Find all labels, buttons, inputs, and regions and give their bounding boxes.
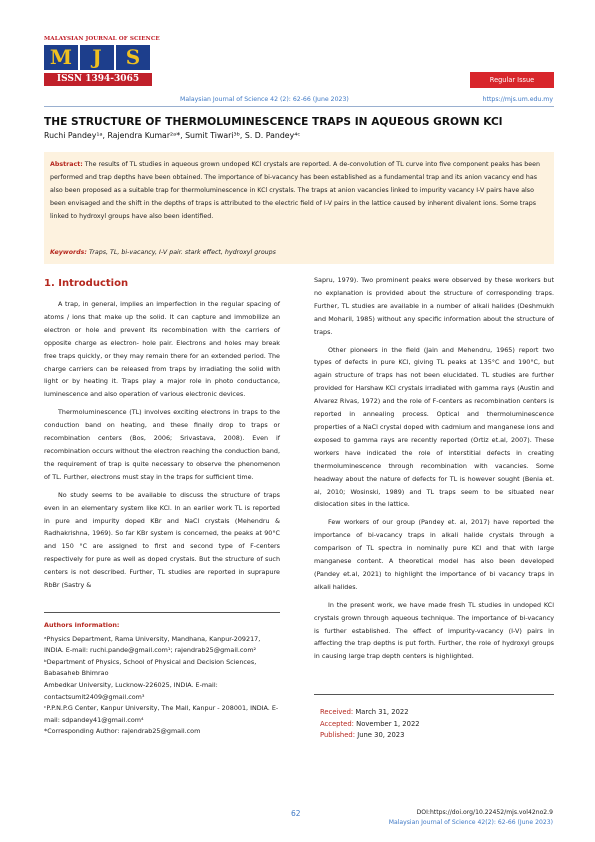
author-list: Ruchi Pandey¹ᵃ, Rajendra Kumar²ᵃ*, Sumit Tiwari³ᵇ, S. D. Pandey⁴ᶜ: [44, 131, 301, 140]
section-heading-introduction: 1. Introduction: [44, 278, 129, 289]
corresponding-author-line: *Corresponding Author: rajendrab25@gmail.com: [44, 727, 201, 736]
abstract-paragraph: [50, 158, 548, 223]
logo-top-text: MALAYSIAN JOURNAL OF SCIENCE: [44, 36, 160, 42]
right-text-column: [314, 274, 554, 668]
abstract-box: [44, 152, 554, 264]
body-paragraph: A trap, in general, implies an imperfection in the regular spacing of atoms / ions that make up the solid. It can capture and immobilize an electron or hole and prevent its recombination with the carriers of opposite charge as electron- hole pair. Electrons and holes may break free traps quickly, or they may remain there for an extended period. The charge carriers can be released from traps by irradiating the solid with light or by heating it. Traps play a major role in photo conductance, luminescence and also operation of various electronic devices.: [44, 300, 280, 399]
received-date: March 31, 2022: [355, 708, 409, 716]
accepted-date: November 1, 2022: [356, 719, 420, 728]
footer-journal-citation: Malaysian Journal of Science 42(2): 62-66 (June 2023): [388, 819, 553, 826]
body-paragraph: Other pioneers in the field (Jain and Mehendru, 1965) report two types of defects in pure KCl, giving TL peaks at 135°C and 190°C, but again structure of traps has not been elucidated. TL studies are further provided for Harshaw KCl crystals irradiated with gamma rays (Austin and Alvarez Rivas, 1972) and the role of F-centers as recombination centers is reported in annealing process. Optical and thermoluminescence properties of a NaCl crystal doped with cadmium and manganese ions and exposed to gamma rays are recently reported (Ortiz et.al, 2007). These workers have indicated the role of interstitial defects in creating thermoluminescence through recombination with vacancies. Some headway about the nature of defects for TL is however sought (Benia et. al, 2010; Wosinski, 1989) and TL traps seem to be situated near dislocation sites in the lattice.: [314, 345, 554, 509]
published-label: Published:: [320, 731, 356, 739]
logo-letter-j: J: [80, 45, 114, 70]
received-label: Received:: [320, 708, 354, 716]
abstract-label: Abstract:: [50, 161, 83, 168]
affiliation-line: ᵃPhysics Department, Rama University, Mandhana, Kanpur-209217, INDIA. E-mail: ruchi.pande@gmail.com¹; rajendrab25@gmail.com²: [44, 634, 261, 655]
affiliations-divider: [44, 612, 280, 613]
body-paragraph: Thermoluminescence (TL) involves exciting electrons in traps to the conduction band on heating, and these finally drop to traps or recombination centers (Bos, 2006; Srivastava, 2008). Even if recombination occurs without the electron reaching the conduction band, the requirement of trap is quite necessary to observe the phenomenon of TL. Further, electrons must stay in the traps for sufficient time.: [44, 408, 280, 481]
page-number: 62: [291, 809, 301, 818]
published-date: June 30, 2023: [357, 731, 405, 739]
dates-divider: [314, 694, 554, 695]
journal-url-link[interactable]: https://mjs.um.edu.my: [482, 96, 553, 103]
left-text-column: [44, 298, 280, 597]
logo-letters: [44, 45, 156, 70]
author-affiliations: [44, 620, 280, 738]
keywords-label: Keywords:: [50, 249, 87, 256]
affiliation-line: ᶜP.P.N.P.G Center, Kanpur University, The Mall, Kanpur - 208001, INDIA. E-mail: sdpandey41@gmail.com⁴: [44, 704, 279, 724]
affiliation-line: Ambedkar University, Lucknow-226025, INDIA. E-mail: contactsumit2409@gmail.com³: [44, 680, 218, 701]
abstract-text: The results of TL studies in aqueous grown undoped KCl crystals are reported. A de-convolution of TL curve into five component peaks has been performed and trap depths have been obtained. The importance of bi-vacancy has been established as a fundamental trap and its anion vacancy end has also been proposed as a suitable trap for thermoluminescence in KCl crystals. The traps at anion vacancies linked to impurity vacancy I-V pairs have also been envisaged and the shift in the depths of traps is attributed to the electric field of I-V pairs in the lattice caused by inherent divalent ions. Some traps linked to hydroxyl groups have also been identified.: [50, 161, 541, 220]
article-title: THE STRUCTURE OF THERMOLUMINESCENCE TRAPS IN AQUEOUS GROWN KCl: [44, 116, 503, 128]
journal-citation-header: Malaysian Journal of Science 42 (2): 62-66 (June 2023): [180, 96, 349, 103]
accepted-date-row: [320, 719, 420, 731]
publication-dates: [320, 707, 420, 742]
logo-letter-m: M: [44, 45, 78, 70]
doi-link[interactable]: DOI:https://doi.org/10.22452/mjs.vol42no2.9: [416, 809, 553, 816]
affiliation-line: ᵇDepartment of Physics, School of Physical and Decision Sciences, Babasaheb Bhimrao: [44, 657, 257, 678]
header-divider: [44, 106, 554, 107]
body-paragraph: In the present work, we have made fresh TL studies in undoped KCl crystals grown through aqueous technique. The importance of bi-vacancy is further established. The effect of impurity-vacancy (I-V) pairs in affecting the trap depths is put forth. Further, the role of hydroxyl groups in causing large trap depth centers is highlighted.: [314, 600, 554, 661]
journal-logo: [44, 36, 160, 94]
body-paragraph: No study seems to be available to discuss the structure of traps even in an elementary system like KCl. In an earlier work TL is reported in pure and impurity doped KBr and NaCl crystals (Mehendru & Radhakrishna, 1969). So far KBr system is concerned, the peaks at 90°C and 150 °C are assigned to first and second type of F-centers respectively for pure as well as doped crystals. But the structure of such centers is not described. Further, TL studies are reported in suprapure RbBr (Sastry &: [44, 490, 280, 590]
keywords-text: Traps, TL, bi-vacancy, I-V pair. stark effect, hydroxyl groups: [88, 249, 276, 256]
logo-letter-s: S: [116, 45, 150, 70]
issue-type-badge: Regular Issue: [470, 72, 554, 88]
body-paragraph: Few workers of our group (Pandey et. al, 2017) have reported the importance of bi-vacancy traps in alkali halide crystals through a comparison of TL spectra in nominally pure KCl and that with large manganese content. A theoretical model has also been developed (Pandey et.al, 2021) to highlight the importance of bi vacancy traps in alkali halides.: [314, 518, 554, 591]
accepted-label: Accepted:: [320, 719, 354, 728]
logo-issn: ISSN 1394-3065: [44, 73, 152, 86]
affiliations-heading: Authors information:: [44, 621, 120, 629]
received-date-row: [320, 707, 420, 719]
keywords-line: [50, 249, 276, 256]
body-paragraph: Sapru, 1979). Two prominent peaks were observed by these workers but no explanation is provided about the structure of corresponding traps. Further, TL studies are available in a number of alkali halides (Deshmukh and Moharil, 1985) without any specific information about the structure of traps.: [314, 276, 554, 336]
published-date-row: [320, 730, 420, 742]
